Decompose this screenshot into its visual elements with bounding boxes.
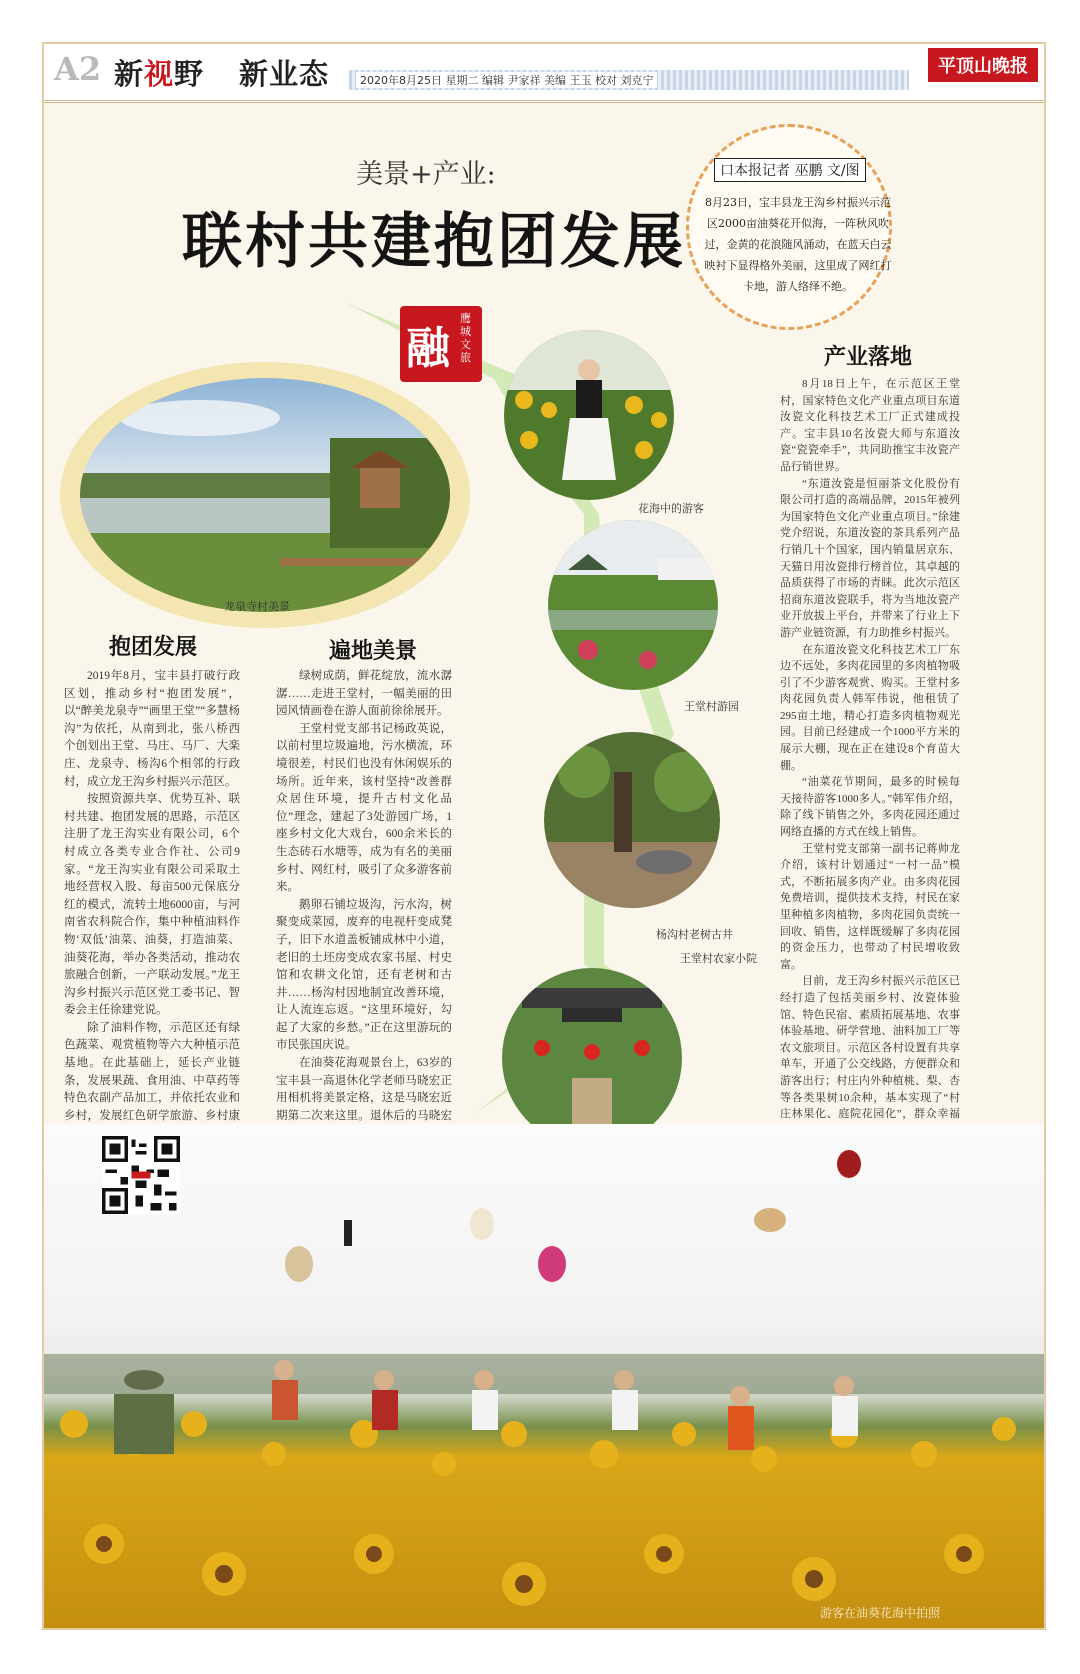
caption-wangtang-garden: 王堂村游园 (684, 700, 739, 713)
caption-wangtang-yard: 王堂村农家小院 (680, 952, 757, 965)
column-biandi (276, 668, 452, 1196)
article-headline: 联村共建抱团发展 (182, 207, 686, 277)
paragraph: 2019年8月，宝丰县打破行政区划，推动乡村“抱团发展”，以“醉美龙泉寺”“画里王堂”“多慧杨沟”为依托，从南到北，张八桥西个创划出王堂、马庄、马厂、大楽庄、龙泉寺、杨沟6个相邻的行政村，成立龙王沟乡村振兴示范区。 (64, 670, 240, 788)
seal-side-text: 鹰城文旅 (460, 312, 471, 364)
paragraph: “东道汝瓷是恒丽茶文化股份有限公司打造的高端品牌，2015年被列为国家特色文化产业重点项目。”徐建党介绍说，东道汝瓷的茶具系列产品行销几十个国家，国内销量居京东、天猫日用汝瓷排行榜首位，其卓越的品质获得了市场的青睐。此次示范区招商东道汝瓷联手，将为当地汝瓷产业开放拔上平台，并带来了行业上下游产业链资源，有力助推乡村振兴。 (780, 477, 960, 639)
photo-wangtang-garden (548, 520, 718, 690)
red-seal-icon (400, 306, 482, 382)
section-title-a: 新视野 (114, 57, 205, 91)
page-number: A2 (54, 50, 102, 88)
caption-sunflower: 游客在油葵花海中拍照 (820, 1606, 941, 1620)
caption-visitor: 花海中的游客 (638, 502, 704, 515)
section-title-b: 新业态 (239, 57, 330, 91)
paragraph: 王堂村党支部书记杨政英说，以前村里垃圾遍地，污水横流，环境很差，村民们也没有休闲娱乐的场所。近年来，该村坚持“改善群众居住环境，提升古村文化品位”理念，建起了3处游园广场，1座乡村文化大戏台，600余米长的生态砖石水塘等，成为有名的美丽乡村、网红村，吸引了众多游客前来。 (276, 722, 452, 894)
edition-meta: 2020年8月25日 星期二 编辑 尹家祥 美编 王玉 校对 刘克宁 (356, 72, 657, 88)
caption-longquansi: 龙泉寺村美景 (224, 600, 290, 613)
newspaper-logo: 平顶山晚报 (928, 48, 1038, 82)
section-head-biandi: 遍地美景 (329, 639, 418, 664)
paragraph: 除了油料作物，示范区还有绿色蔬菜、观赏植物等六大种植示范基地。在此基础上，延长产业链条，发展果蔬、食用油、中草药等特色农副产品加工，并依托农业和乡村，发展红色研学旅游、乡村康 (64, 1021, 240, 1122)
paragraph: 按照资源共享、优势互补、联村共建、抱团发展的思路，示范区注册了龙王沟实业有限公司，6个村成立各类专业合作社、公司9家。“龙王沟实业有限公司采取土地经营权入股、每亩500元保底分红的模式，流转土地6000亩，与河南省农科院合作，集中种植油料作物‘双低’油菜、油葵，打造油菜、油葵花海，举办各类活动，推动农旅融合创新，一产联动发展。”龙王沟乡村振兴示范区党工委书记、智委会主任徐建党说。 (64, 793, 240, 1017)
photo-wangtang-courtyard (502, 968, 682, 1148)
section-head-chanye: 产业落地 (824, 345, 913, 370)
column-chanye (780, 376, 960, 1139)
column-baotuan (64, 668, 240, 1143)
paragraph: 在油葵花海观景台上，63岁的宝丰县一高退休化学老师马晓宏正用相机将美景定格，这是马晓宏近期第二次来这里。退休后的马晓宏 (276, 1057, 452, 1122)
section-head-baotuan: 抱团发展 (109, 635, 198, 660)
photo-yanggou-tree-well (544, 732, 720, 908)
qr-code-icon[interactable] (102, 1136, 180, 1214)
seal-main-char: 融 (406, 323, 450, 374)
lead-paragraph: 8月23日，宝丰县龙王沟乡村振兴示范区2000亩油葵花开似海，一阵秋风吹过，金黄的花浪随风涌动，在蓝天白云映衬下显得格外美丽，这里成了网红打卡地，游人络绎不绝。 (704, 196, 892, 293)
article-kicker: 美景+产业: (356, 159, 496, 190)
paragraph: “油菜花节期间，最多的时候每天接待游客1000多人。”韩军伟介绍，除了线下销售之外，多肉花园还通过网络直播的方式在线上销售。 (780, 776, 960, 839)
newspaper-page (42, 42, 1046, 1630)
paragraph: 鹅卵石铺垃圾沟，污水沟，树聚变成菜园，废弃的电视杆变成凳子，旧下水道盖板铺成林中小道，老旧的土坯房变成农家书屋、村史馆和农耕文化馆，还有老树和古井……杨沟村因地制宜改善环境，让人流连忘返。“这里环境好，勾起了大家的乡愁。”正在这里游玩的市民张国庆说。 (276, 898, 452, 1052)
caption-yanggou: 杨沟村老树古井 (656, 928, 733, 941)
photo-visitor-in-flowers (504, 330, 674, 500)
paragraph: 目前，龙王沟乡村振兴示范区已经打造了包括美丽乡村、汝瓷体验馆、特色民宿、素质拓展基地、农事体验基地、研学营地、油料加工厂等农文旅项目。示范区各村设置有共享单车，开通了公交线路，方便群众和游客出行；村庄内外种植桃、梨、杏等各类果树10余种，基本实现了“村庄林果化、庭院花园化”，群众幸福 (780, 975, 960, 1121)
photo-sunflower-field (44, 1124, 1044, 1628)
paragraph: 在东道汝瓷文化科技艺术工厂东边不远处，多肉花园里的多肉植物吸引了不少游客观赏、购买。王堂村多肉花园负责人韩军伟说，他租赁了295亩土地，精心打造多肉植物观光园。目前已经建成一个1000平方米的展示大棚，现在正在建设8个育苗大棚。 (780, 643, 960, 772)
byline: 口本报记者 巫鹏 文/图 (714, 158, 866, 182)
paragraph: 王堂村党支部第一副书记蒋帅龙介绍，该村计划通过“一村一品”模式，不断拓展多肉产业。由多肉花园免费培训，提供技术支持，村民在家里种植多肉植物，多肉花园负责统一回收、销售，这样既缓解了多肉花园的资金压力，也带动了村民增收致富。 (780, 842, 960, 971)
paragraph: 绿树成荫，鲜花绽放，流水潺潺……走进王堂村，一幅美丽的田园风情画卷在游人面前徐徐展开。 (276, 670, 452, 718)
paragraph: 8月18日上午，在示范区王堂村，国家特色文化产业重点项目东道汝瓷文化科技艺术工厂正式建成投产。宝丰县10名汝瓷大师与东道汝瓷“瓷瓷牵手”，共同助推宝丰汝瓷产品行销世界。 (780, 378, 960, 473)
photo-longquansi (80, 378, 450, 612)
